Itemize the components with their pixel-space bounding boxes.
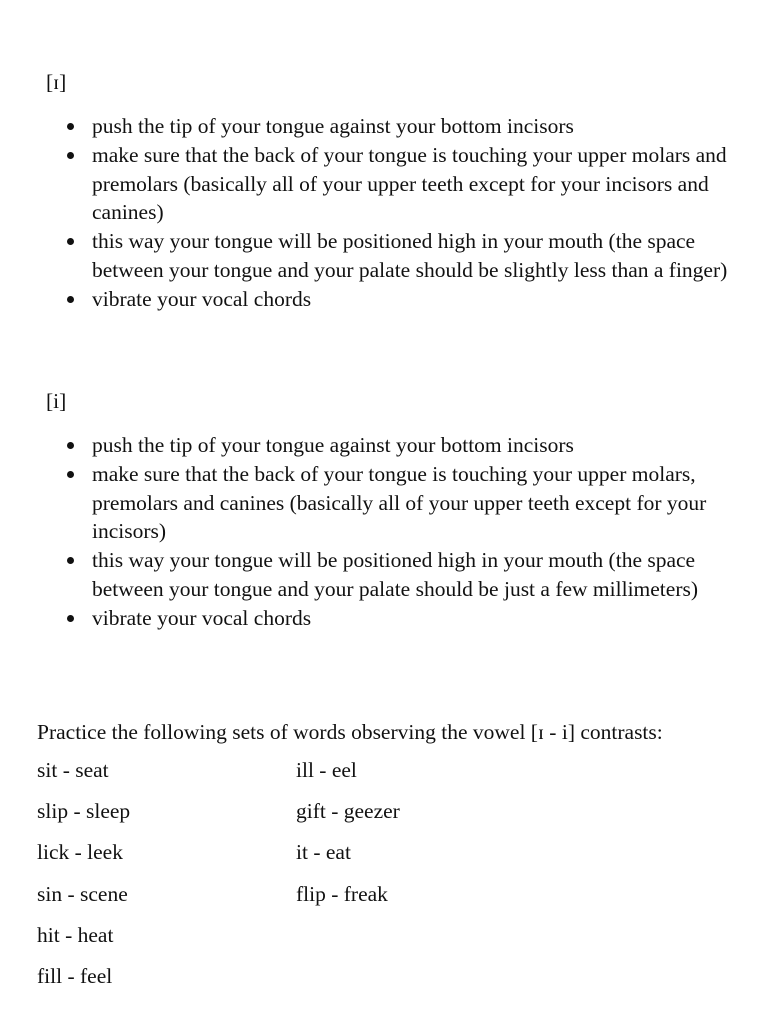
list-item-text: this way your tongue will be positioned high in your mouth (the space between your tongue and your palate should be slightly less than a finger) (92, 229, 728, 282)
word-pairs-column-1 (37, 756, 277, 1003)
list-item (92, 546, 732, 604)
list-item-text: make sure that the back of your tongue is touching your upper molars and premolars (basically all of your upper teeth except for your incisors and canines) (92, 142, 727, 225)
instruction-list-short-i (92, 112, 732, 314)
instruction-list-long-i (92, 431, 732, 633)
bullet-icon (67, 296, 74, 303)
list-item-text: push the tip of your tongue against your bottom incisors (92, 433, 574, 457)
list-item-text: this way your tongue will be positioned high in your mouth (the space between your tongue and your palate should be just a few millimeters) (92, 548, 699, 601)
word-pair: it - eat (296, 840, 351, 865)
bullet-icon (67, 442, 74, 449)
word-pair: fill - feel (37, 963, 113, 988)
list-item-text: vibrate your vocal chords (92, 286, 312, 311)
section-heading-short-i: [ɪ] (46, 70, 67, 94)
practice-instruction: Practice the following sets of words observing the vowel [ɪ - i] contrasts: (37, 720, 663, 744)
list-item (92, 604, 732, 633)
list-item (92, 112, 732, 141)
list-item-text: vibrate your vocal chords (92, 605, 312, 630)
word-pair: sit - seat (37, 758, 109, 782)
bullet-icon (67, 615, 74, 622)
bullet-icon (67, 557, 74, 564)
word-pair: slip - sleep (37, 799, 131, 824)
bullet-icon (67, 238, 74, 245)
word-pair: lick - leek (37, 840, 123, 865)
list-item (92, 460, 732, 546)
list-item (92, 227, 732, 285)
word-pair: sin - scene (37, 881, 128, 906)
section-heading-long-i: [i] (46, 389, 67, 413)
word-pair: flip - freak (296, 881, 388, 906)
word-pairs-column-2 (296, 756, 536, 921)
list-item (92, 141, 732, 227)
word-pair: hit - heat (37, 922, 114, 947)
list-item (92, 431, 732, 460)
list-item (92, 285, 732, 314)
bullet-icon (67, 123, 74, 130)
list-item-text: push the tip of your tongue against your bottom incisors (92, 114, 574, 138)
list-item-text: make sure that the back of your tongue is touching your upper molars, premolars and canines (basically all of your upper teeth except for your incisors) (92, 461, 707, 544)
bullet-icon (67, 471, 74, 478)
bullet-icon (67, 152, 74, 159)
word-pair: gift - geezer (296, 799, 400, 824)
word-pair: ill - eel (296, 758, 357, 782)
